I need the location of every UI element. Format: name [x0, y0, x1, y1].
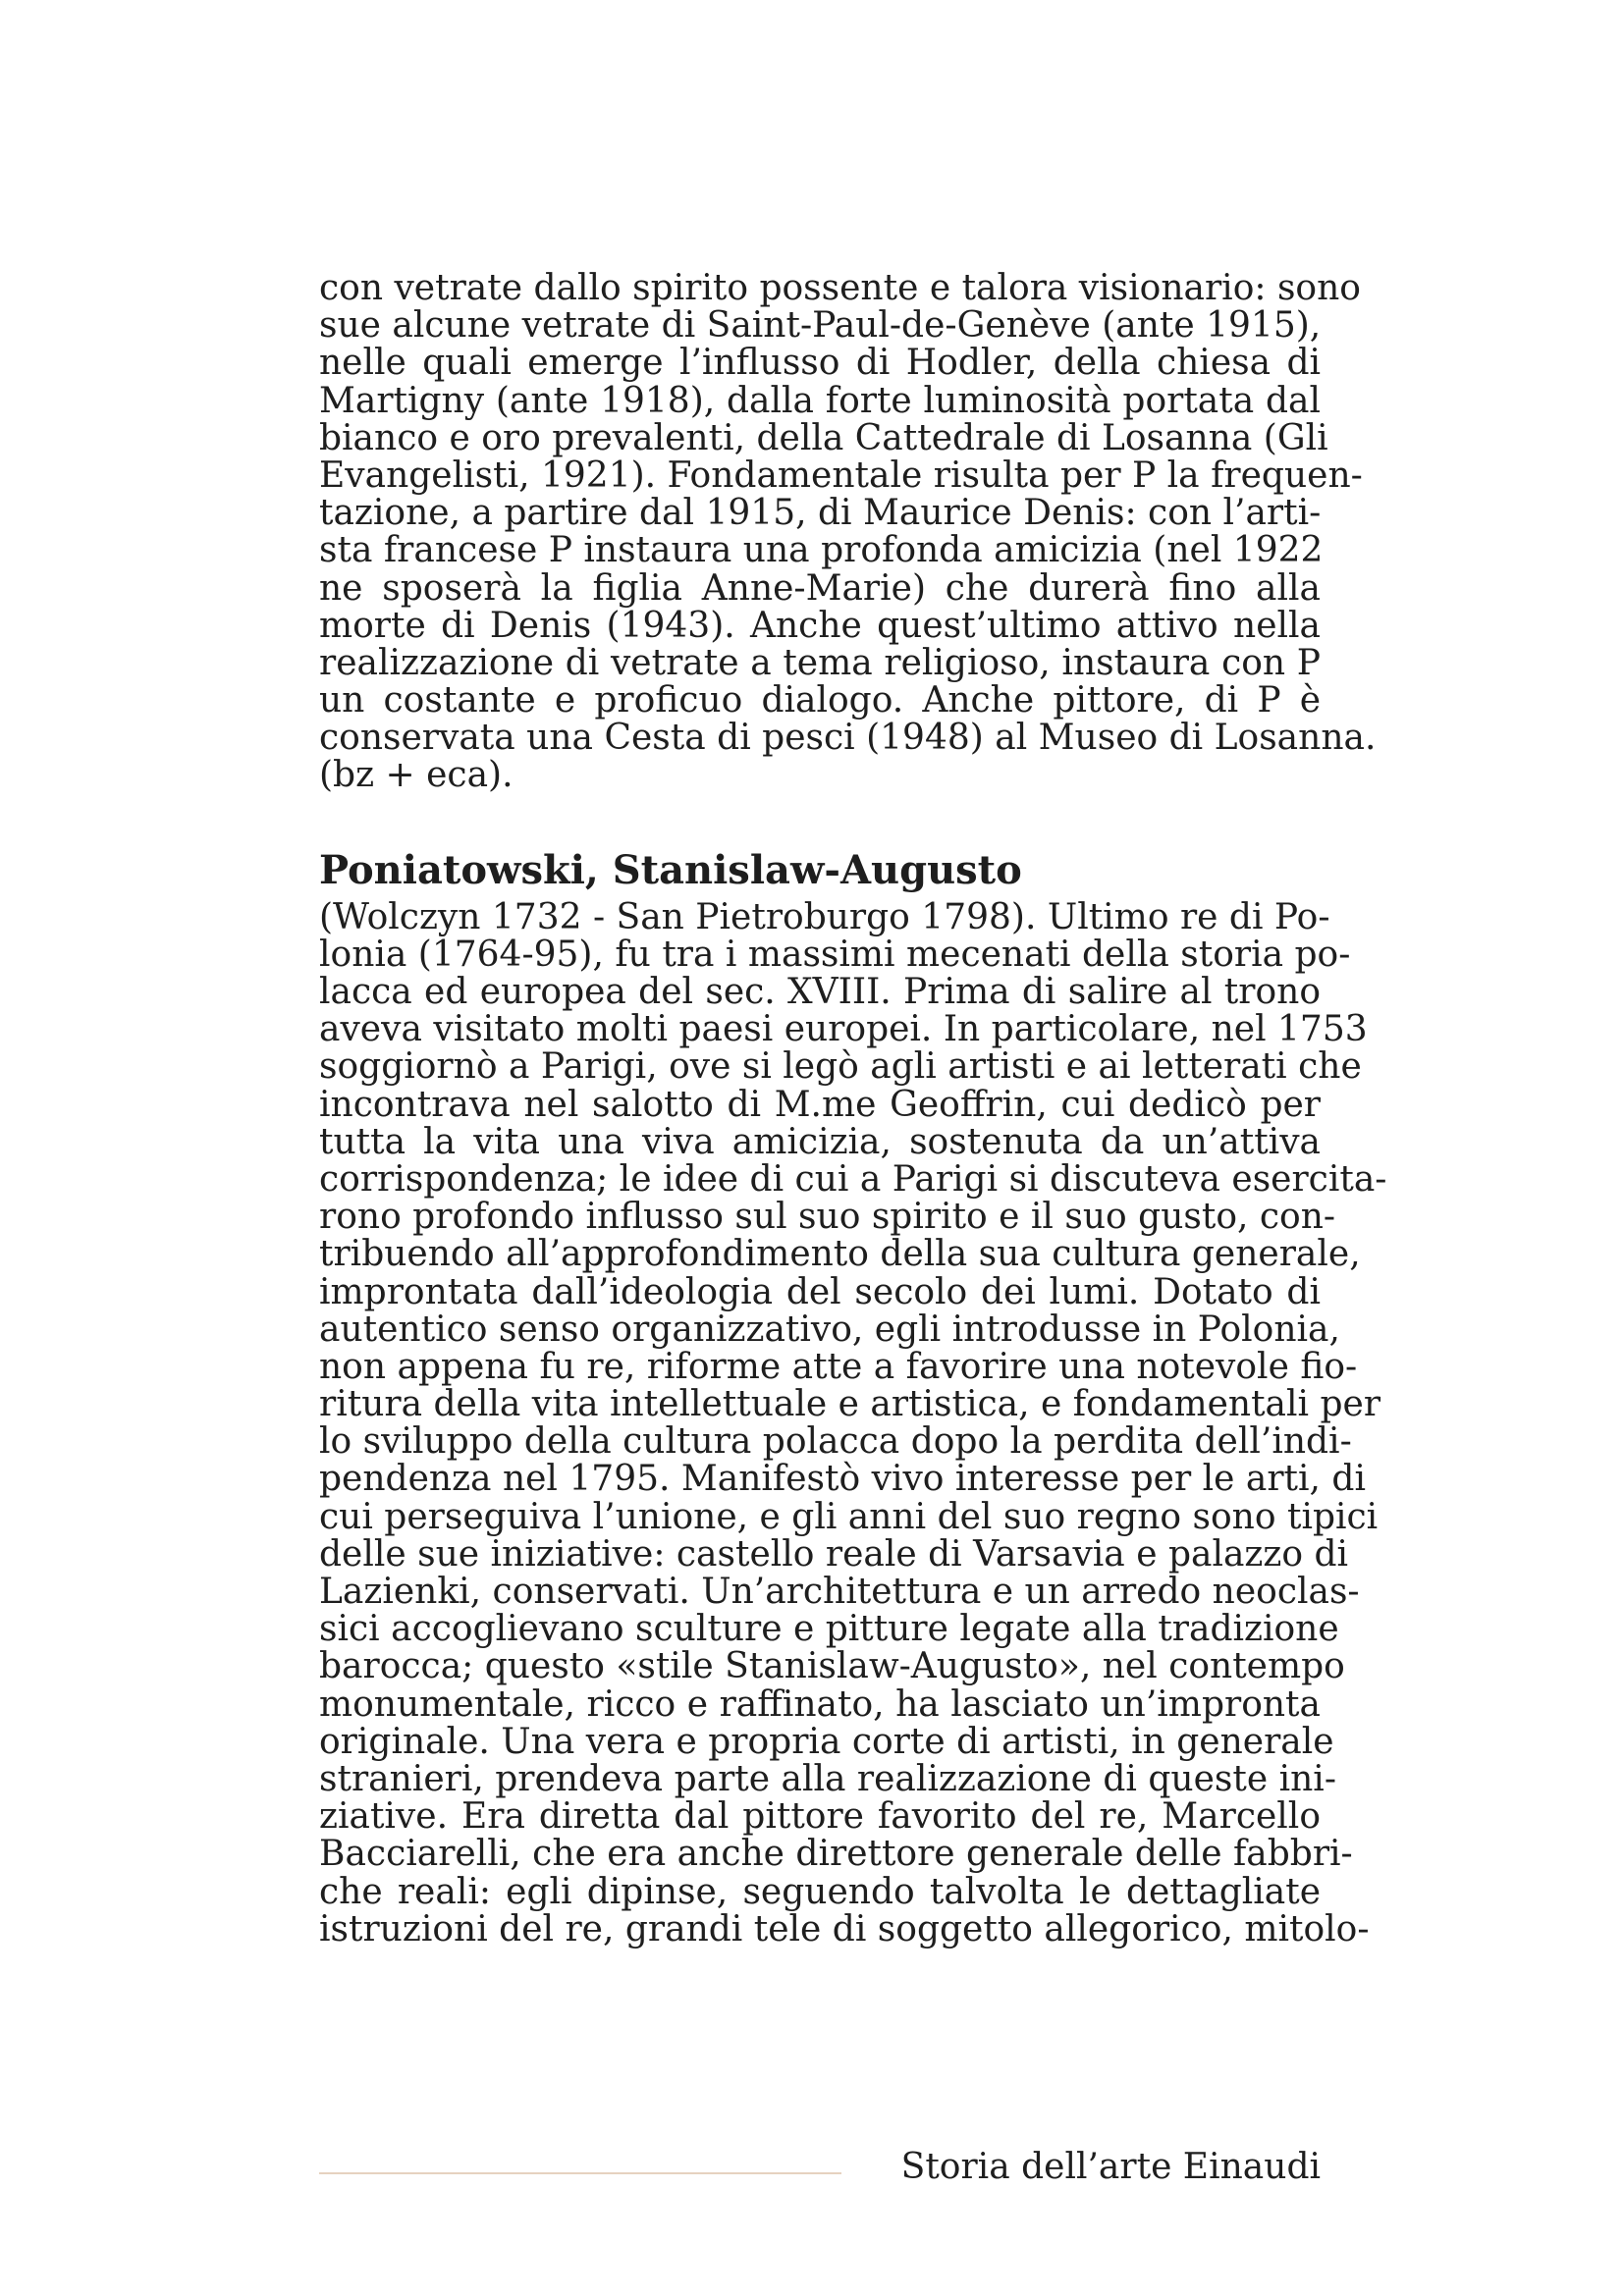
- entry-line: stranieri, prendeva parte alla realizzazione di queste ini-: [319, 1758, 1336, 1799]
- continuation-line: (bz + eca).: [319, 755, 514, 796]
- footer-rule: [319, 2172, 841, 2174]
- entry-line: tutta la vita una viva amicizia, sostenuta da un’attiva: [319, 1121, 1321, 1162]
- entry-title: Poniatowski, Stanislaw-Augusto: [319, 846, 1022, 893]
- entry-line: delle sue iniziative: castello reale di Varsavia e palazzo di: [319, 1533, 1349, 1575]
- entry-line: non appena fu re, riforme atte a favorire una notevole fio-: [319, 1346, 1358, 1387]
- entry-line: corrispondenza; le idee di cui a Parigi si discuteva esercita-: [319, 1158, 1387, 1200]
- entry-line: pendenza nel 1795. Manifestò vivo interesse per le arti, di: [319, 1459, 1366, 1500]
- entry-line: istruzioni del re, grandi tele di soggetto allegorico, mitolo-: [319, 1908, 1370, 1949]
- entry-line: lonia (1764-95), fu tra i massimi mecenati della storia po-: [319, 934, 1351, 975]
- entry-line: (Wolczyn 1732 - San Pietroburgo 1798). Ultimo re di Po-: [319, 896, 1330, 937]
- continuation-line: conservata una Cesta di pesci (1948) al Museo di Losanna.: [319, 718, 1377, 759]
- continuation-line: sta francese P instaura una profonda amicizia (nel 1922: [319, 530, 1324, 571]
- entry-line: Bacciarelli, che era anche direttore generale delle fabbri-: [319, 1834, 1353, 1875]
- page-footer: [319, 2148, 1321, 2187]
- entry-paragraph: [319, 896, 1387, 1949]
- entry-line: monumentale, ricco e raffinato, ha lasciato un’impronta: [319, 1683, 1321, 1725]
- continuation-line: morte di Denis (1943). Anche quest’ultimo attivo nella: [319, 605, 1321, 646]
- entry-line: autentico senso organizzativo, egli introdusse in Polonia,: [319, 1308, 1340, 1350]
- entry-line: ziative. Era diretta dal pittore favorito del re, Marcello: [319, 1796, 1321, 1838]
- continuation-paragraph: [319, 268, 1377, 796]
- entry-line: incontrava nel salotto di M.me Geoffrin, cui dedicò per: [319, 1084, 1321, 1125]
- continuation-line: con vetrate dallo spirito possente e talora visionario: sono: [319, 268, 1361, 308]
- page-body: [319, 268, 1387, 1949]
- entry-line: Lazienki, conservati. Un’architettura e un arredo neoclas-: [319, 1572, 1360, 1612]
- entry-line: ritura della vita intellettuale e artistica, e fondamentali per: [319, 1384, 1381, 1425]
- entry-line: aveva visitato molti paesi europei. In particolare, nel 1753: [319, 1009, 1368, 1050]
- entry-line: tribuendo all’approfondimento della sua cultura generale,: [319, 1234, 1361, 1275]
- entry-line: sici accoglievano sculture e pitture legate alla tradizione: [319, 1609, 1339, 1650]
- continuation-line: un costante e proficuo dialogo. Anche pittore, di P è: [319, 680, 1321, 721]
- entry-line: soggiornò a Parigi, ove si legò agli artisti e ai letterati che: [319, 1046, 1362, 1088]
- entry-line: originale. Una vera e propria corte di artisti, in generale: [319, 1721, 1334, 1762]
- entry-line: barocca; questo «stile Stanislaw-Augusto», nel contempo: [319, 1646, 1345, 1687]
- continuation-line: sue alcune vetrate di Saint-Paul-de-Genève (ante 1915),: [319, 305, 1322, 347]
- continuation-line: ne sposerà la figlia Anne-Marie) che durerà fino alla: [319, 567, 1321, 609]
- entry-line: lacca ed europea del sec. XVIII. Prima di salire al trono: [319, 972, 1321, 1012]
- footer-publisher: Storia dell’arte Einaudi: [900, 2147, 1321, 2187]
- continuation-line: tazione, a partire dal 1915, di Maurice Denis: con l’arti-: [319, 493, 1322, 534]
- continuation-line: Martigny (ante 1918), dalla forte luminosità portata dal: [319, 380, 1321, 421]
- entry-line: rono profondo influsso sul suo spirito e il suo gusto, con-: [319, 1197, 1336, 1238]
- continuation-line: realizzazione di vetrate a tema religioso, instaura con P: [319, 642, 1321, 683]
- continuation-line: Evangelisti, 1921). Fondamentale risulta per P la frequen-: [319, 454, 1363, 496]
- continuation-line: nelle quali emerge l’influsso di Hodler, della chiesa di: [319, 343, 1321, 384]
- continuation-line: bianco e oro prevalenti, della Cattedrale di Losanna (Gli: [319, 417, 1328, 458]
- entry-line: lo sviluppo della cultura polacca dopo la perdita dell’indi-: [319, 1421, 1352, 1463]
- entry-line: che reali: egli dipinse, seguendo talvolta le dettagliate: [319, 1871, 1321, 1912]
- entry-line: improntata dall’ideologia del secolo dei lumi. Dotato di: [319, 1271, 1321, 1312]
- entry-line: cui perseguiva l’unione, e gli anni del suo regno sono tipici: [319, 1496, 1379, 1537]
